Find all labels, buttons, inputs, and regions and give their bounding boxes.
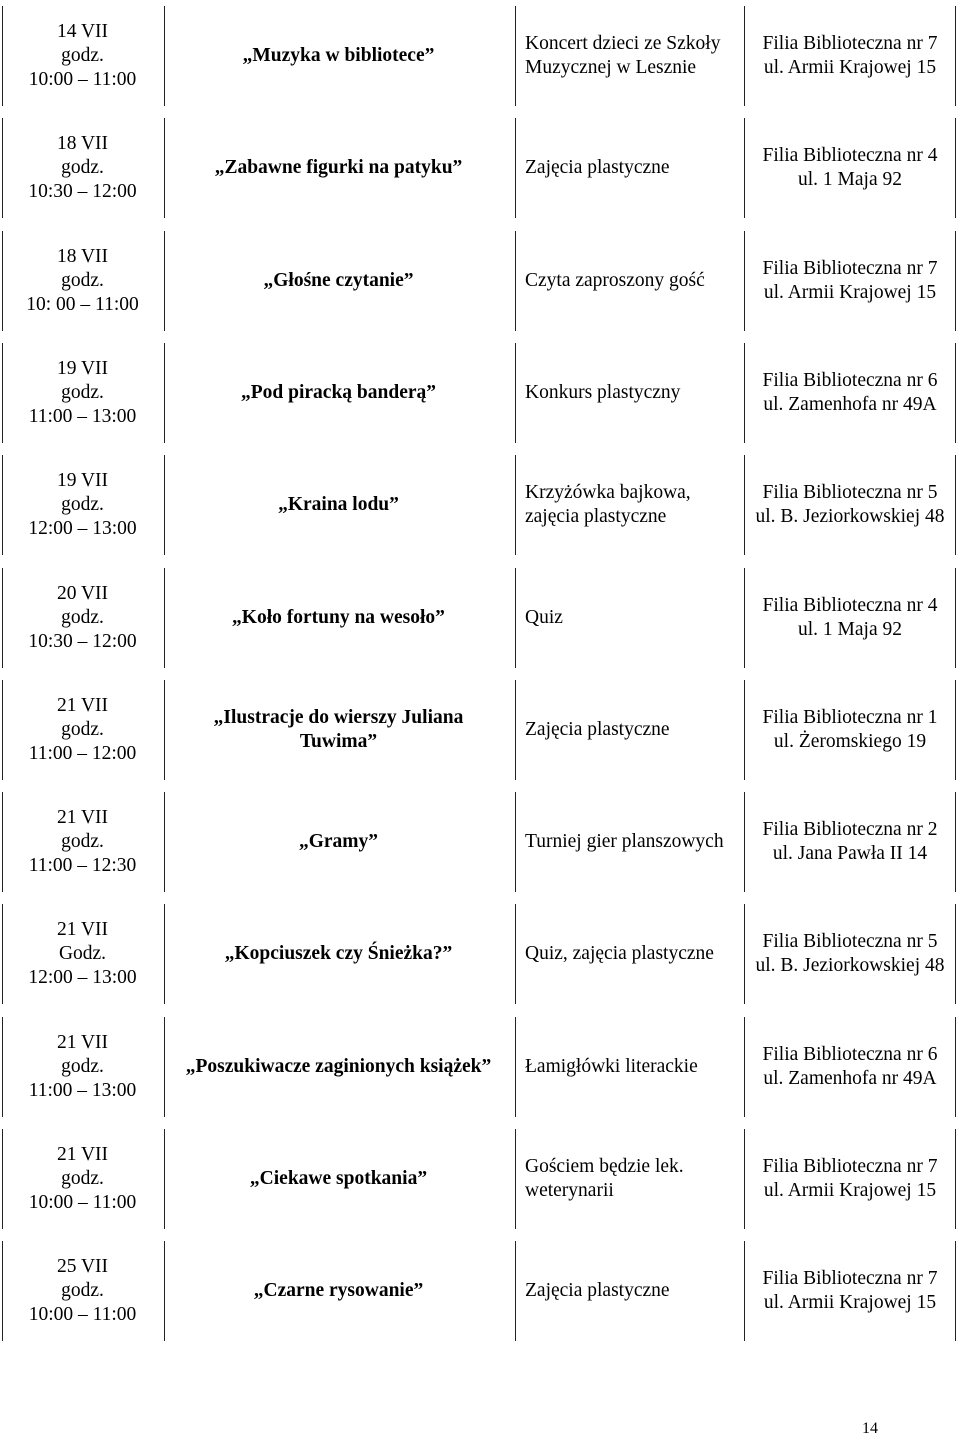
location-cell — [744, 231, 956, 331]
event-description-cell — [515, 904, 742, 1004]
event-description-line: Koncert dzieci ze Szkoły — [525, 33, 721, 54]
event-description-line: Zajęcia plastyczne — [525, 157, 670, 179]
event-description-cell — [515, 680, 742, 780]
location-cell — [744, 904, 956, 1004]
event-title-cell — [164, 6, 512, 106]
location-line: Filia Biblioteczna nr 7 — [762, 33, 938, 54]
date-line: 10:00 – 11:00 — [28, 1192, 137, 1213]
event-title-line: „Czarne rysowanie” — [253, 1280, 424, 1302]
event-title-cell — [164, 231, 512, 331]
date-line: 18 VII — [56, 133, 109, 155]
event-description-cell — [515, 1241, 742, 1341]
date-cell — [2, 1017, 162, 1117]
date-line: 10:30 – 12:00 — [28, 630, 137, 652]
event-description-cell — [515, 231, 742, 331]
table-row — [0, 1125, 960, 1229]
date-line: 11:00 – 12:30 — [28, 855, 137, 877]
location-line: Filia Biblioteczna nr 4 — [762, 594, 938, 616]
event-description-line: Krzyżówka bajkowa, — [525, 482, 691, 504]
date-cell — [2, 231, 162, 331]
location-line: ul. Armii Krajowej 15 — [763, 281, 937, 303]
location-cell — [744, 455, 956, 555]
event-title-cell — [164, 343, 512, 443]
date-line: godz. — [61, 494, 104, 516]
event-title-line: „Głośne czytanie” — [263, 269, 414, 291]
date-line: godz. — [61, 718, 104, 740]
event-title-line: „Poszukiwacze zaginionych książek” — [185, 1055, 492, 1077]
date-cell — [2, 343, 162, 443]
table-row — [0, 451, 960, 555]
location-line: ul. Zamenhofa nr 49A — [763, 393, 937, 415]
date-line: 21 VII — [56, 1031, 109, 1053]
date-line: 21 VII — [56, 694, 109, 716]
table-row — [0, 564, 960, 668]
location-line: Filia Biblioteczna nr 1 — [762, 706, 938, 728]
date-line: godz. — [61, 45, 104, 66]
location-line: Filia Biblioteczna nr 5 — [762, 931, 938, 953]
location-line: ul. B. Jeziorkowskiej 48 — [755, 955, 945, 977]
date-line: 25 VII — [56, 1256, 109, 1278]
location-line: ul. 1 Maja 92 — [798, 618, 902, 640]
table-row — [0, 2, 960, 106]
table-row — [0, 1237, 960, 1341]
location-cell — [744, 1129, 956, 1229]
event-description-line: Quiz, zajęcia plastyczne — [525, 943, 714, 965]
location-cell — [744, 1017, 956, 1117]
location-cell — [744, 568, 956, 668]
date-cell — [2, 568, 162, 668]
date-line: 21 VII — [56, 919, 109, 941]
date-line: 11:00 – 13:00 — [28, 405, 137, 427]
table-row — [0, 676, 960, 780]
location-line: ul. Armii Krajowej 15 — [763, 1180, 937, 1201]
date-cell — [2, 118, 162, 218]
location-line: Filia Biblioteczna nr 5 — [762, 482, 938, 504]
event-description-cell — [515, 1017, 742, 1117]
event-title-line: Tuwima” — [299, 730, 378, 752]
location-cell — [744, 680, 956, 780]
event-title-line: „Muzyka w bibliotece” — [242, 45, 435, 66]
event-title-cell — [164, 568, 512, 668]
location-line: Filia Biblioteczna nr 7 — [762, 257, 938, 279]
event-description-line: Łamigłówki literackie — [525, 1055, 698, 1077]
location-line: Filia Biblioteczna nr 7 — [762, 1268, 938, 1290]
table-row — [0, 227, 960, 331]
event-title-cell — [164, 455, 512, 555]
date-line: 19 VII — [56, 470, 109, 492]
date-line: 10: 00 – 11:00 — [26, 293, 139, 315]
event-title-cell — [164, 1241, 512, 1341]
event-title-line: „Gramy” — [298, 831, 379, 853]
event-description-cell — [515, 1129, 742, 1229]
event-description-line: Zajęcia plastyczne — [525, 718, 670, 740]
event-title-cell — [164, 680, 512, 780]
date-cell — [2, 1129, 162, 1229]
event-description-line: Zajęcia plastyczne — [525, 1280, 670, 1302]
location-cell — [744, 1241, 956, 1341]
event-title-cell — [164, 792, 512, 892]
event-description-line: zajęcia plastyczne — [525, 506, 667, 528]
location-line: ul. Armii Krajowej 15 — [763, 1292, 937, 1314]
event-description-cell — [515, 455, 742, 555]
date-cell — [2, 904, 162, 1004]
event-description-line: Konkurs plastyczny — [525, 381, 681, 403]
event-description-line: Czyta zaproszony gość — [525, 269, 705, 291]
date-line: 12:00 – 13:00 — [28, 518, 137, 540]
event-title-line: „Pod piracką banderą” — [240, 381, 437, 403]
location-cell — [744, 6, 956, 106]
location-line: Filia Biblioteczna nr 2 — [762, 819, 938, 841]
event-title-line: „Kopciuszek czy Śnieżka?” — [224, 943, 453, 965]
date-line: 10:00 – 11:00 — [28, 1304, 137, 1326]
event-description-line: Muzycznej w Lesznie — [525, 57, 697, 78]
location-line: Filia Biblioteczna nr 6 — [762, 1043, 938, 1065]
event-title-cell — [164, 904, 512, 1004]
date-line: godz. — [61, 606, 104, 628]
location-line: ul. Zamenhofa nr 49A — [763, 1067, 937, 1089]
location-line: ul. B. Jeziorkowskiej 48 — [755, 506, 945, 528]
page-number: 14 — [862, 1420, 878, 1437]
location-line: ul. 1 Maja 92 — [798, 169, 902, 191]
event-description-line: Gościem będzie lek. — [525, 1156, 684, 1177]
event-title-cell — [164, 1129, 512, 1229]
date-line: godz. — [61, 1168, 104, 1189]
date-line: 18 VII — [56, 245, 109, 267]
event-title-line: „Zabawne figurki na patyku” — [214, 157, 463, 179]
date-cell — [2, 680, 162, 780]
date-line: godz. — [61, 269, 104, 291]
location-line: Filia Biblioteczna nr 7 — [762, 1156, 938, 1177]
location-line: Filia Biblioteczna nr 6 — [762, 369, 938, 391]
location-line: Filia Biblioteczna nr 4 — [762, 145, 938, 167]
location-cell — [744, 792, 956, 892]
table-row — [0, 114, 960, 218]
event-description-cell — [515, 792, 742, 892]
date-line: 12:00 – 13:00 — [28, 967, 137, 989]
date-line: 21 VII — [56, 1144, 109, 1165]
event-description-cell — [515, 6, 742, 106]
date-line: 21 VII — [56, 807, 109, 829]
date-line: 11:00 – 13:00 — [28, 1079, 137, 1101]
date-line: godz. — [61, 381, 104, 403]
date-line: 10:00 – 11:00 — [28, 69, 137, 90]
date-line: godz. — [61, 1280, 104, 1302]
event-title-line: „Ciekawe spotkania” — [249, 1168, 428, 1189]
location-cell — [744, 118, 956, 218]
event-title-line: „Ilustracje do wierszy Juliana — [213, 706, 464, 728]
event-description-line: Turniej gier planszowych — [525, 831, 724, 853]
date-cell — [2, 792, 162, 892]
location-line: ul. Jana Pawła II 14 — [772, 843, 928, 865]
date-line: 19 VII — [56, 357, 109, 379]
event-title-cell — [164, 1017, 512, 1117]
date-line: Godz. — [58, 943, 107, 965]
date-cell — [2, 6, 162, 106]
event-title-cell — [164, 118, 512, 218]
table-row — [0, 339, 960, 443]
event-description-cell — [515, 568, 742, 668]
date-line: 14 VII — [56, 21, 109, 42]
date-cell — [2, 455, 162, 555]
event-description-cell — [515, 343, 742, 443]
table-row — [0, 900, 960, 1004]
event-description-cell — [515, 118, 742, 218]
date-line: godz. — [61, 157, 104, 179]
date-line: 20 VII — [56, 582, 109, 604]
event-description-line: weterynarii — [525, 1180, 614, 1201]
date-line: 10:30 – 12:00 — [28, 181, 137, 203]
date-cell — [2, 1241, 162, 1341]
table-row — [0, 1013, 960, 1117]
date-line: 11:00 – 12:00 — [28, 742, 137, 764]
location-line: ul. Żeromskiego 19 — [773, 730, 927, 752]
date-line: godz. — [61, 831, 104, 853]
date-line: godz. — [61, 1055, 104, 1077]
location-line: ul. Armii Krajowej 15 — [763, 57, 937, 78]
location-cell — [744, 343, 956, 443]
table-row — [0, 788, 960, 892]
event-description-line: Quiz — [525, 606, 563, 628]
event-title-line: „Koło fortuny na wesoło” — [232, 606, 445, 628]
event-title-line: „Kraina lodu” — [278, 494, 399, 516]
